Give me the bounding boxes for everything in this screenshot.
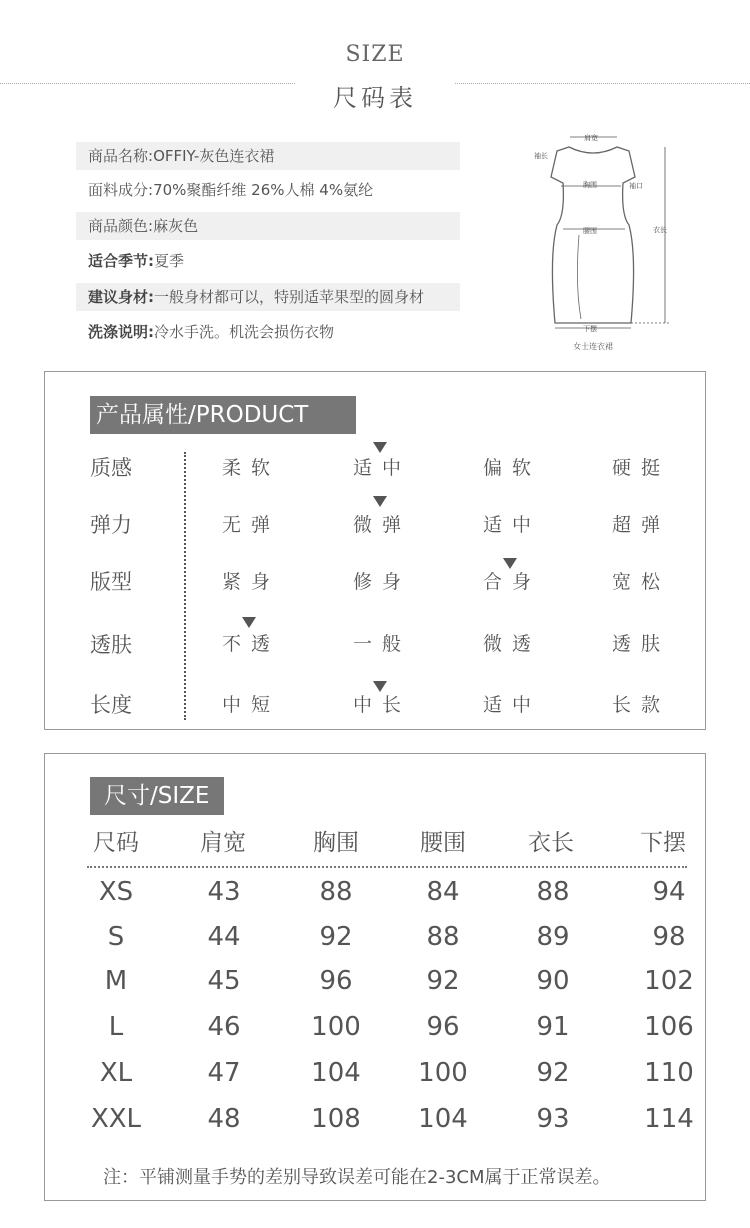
- attr-option: 一般: [353, 633, 412, 655]
- info-key: 商品名称:: [88, 147, 154, 165]
- attr-option: 宽松: [612, 571, 671, 593]
- info-key: 适合季节:: [88, 252, 154, 270]
- info-key: 洗涤说明:: [88, 323, 154, 341]
- size-header-cell: 衣长: [528, 830, 574, 856]
- attr-option: 适中: [483, 514, 542, 536]
- size-table-cell: 46: [207, 1012, 241, 1042]
- info-row-fabric: [76, 176, 460, 204]
- size-table-cell: 93: [536, 1104, 570, 1134]
- size-table-cell: 104: [311, 1058, 361, 1088]
- attr-option: 长款: [612, 694, 671, 716]
- size-note: 注：平铺测量手势的差别导致误差可能在2-3CM属于正常误差。: [103, 1167, 611, 1188]
- info-value: 冷水手洗。机洗会损伤衣物: [154, 323, 335, 341]
- size-table-cell: 104: [418, 1104, 468, 1134]
- size-table-cell: L: [108, 1012, 124, 1042]
- size-header-cell: 胸围: [313, 830, 359, 856]
- attr-option: 紧身: [222, 571, 281, 593]
- size-table-cell: 92: [536, 1058, 570, 1088]
- info-row-wash: [76, 318, 460, 346]
- size-table-cell: 100: [311, 1012, 361, 1042]
- diagram-caption: 女士连衣裙: [573, 342, 613, 351]
- product-attributes-box: [44, 371, 706, 730]
- size-table-cell: 98: [652, 922, 686, 952]
- size-table-cell: 100: [418, 1058, 468, 1088]
- info-value: 麻灰色: [153, 217, 199, 235]
- info-row-color: [76, 212, 460, 240]
- size-table-cell: 47: [207, 1058, 241, 1088]
- size-header-cell: 肩宽: [200, 830, 246, 856]
- diagram-label-shoulder: 肩宽: [584, 134, 598, 142]
- size-table-cell: 96: [319, 966, 353, 996]
- size-table-cell: M: [104, 966, 128, 996]
- title-en: SIZE: [345, 42, 405, 67]
- product-section-title: 产品属性/PRODUCT: [90, 396, 356, 434]
- size-table-cell: 43: [207, 877, 241, 907]
- attr-label-length: 长度: [90, 693, 132, 717]
- attr-option: 中长: [353, 694, 412, 716]
- attr-option: 中短: [222, 694, 281, 716]
- size-table-cell: 88: [319, 877, 353, 907]
- size-table-cell: XL: [99, 1058, 133, 1088]
- selected-marker-icon: [373, 442, 387, 453]
- attr-option: 适中: [483, 694, 542, 716]
- diagram-label-hem: 下摆: [583, 325, 597, 333]
- attr-label-fit: 版型: [90, 570, 132, 594]
- size-table-cell: 108: [311, 1104, 361, 1134]
- info-row-figure: [76, 283, 460, 311]
- info-row-season: [76, 247, 460, 275]
- attr-option: 透肤: [612, 633, 671, 655]
- attr-option: 硬挺: [612, 457, 671, 479]
- diagram-label-length: 衣长: [653, 226, 667, 234]
- info-value: OFFIY-灰色连衣裙: [153, 147, 275, 165]
- attribute-divider: [184, 452, 186, 720]
- size-table-cell: 114: [644, 1104, 694, 1134]
- info-row-name: [76, 142, 460, 170]
- attr-option: 合身: [483, 571, 542, 593]
- size-table-cell: 48: [207, 1104, 241, 1134]
- attr-option: 修身: [353, 571, 412, 593]
- diagram-label-chest: 胸围: [583, 181, 597, 189]
- size-table-cell: S: [107, 922, 125, 952]
- size-table-cell: 88: [426, 922, 460, 952]
- attr-option: 超弹: [612, 514, 671, 536]
- size-table-cell: 106: [644, 1012, 694, 1042]
- attr-option: 不透: [222, 633, 281, 655]
- size-header-cell: 腰围: [420, 830, 466, 856]
- title-cn: 尺码表: [333, 84, 417, 112]
- selected-marker-icon: [373, 681, 387, 692]
- attr-option: 微透: [483, 633, 542, 655]
- size-header-divider: [87, 866, 687, 868]
- size-table-cell: 102: [644, 966, 694, 996]
- size-table-cell: 94: [652, 877, 686, 907]
- attr-option: 无弹: [222, 514, 281, 536]
- size-table-cell: 89: [536, 922, 570, 952]
- selected-marker-icon: [242, 617, 256, 628]
- attr-option: 偏软: [483, 457, 542, 479]
- attr-option: 柔软: [222, 457, 281, 479]
- info-value: 70%聚酯纤维 26%人棉 4%氨纶: [153, 181, 374, 199]
- size-header-cell: 尺码: [93, 830, 139, 856]
- diagram-label-sleeve: 袖长: [534, 152, 548, 160]
- attr-option: 微弹: [353, 514, 412, 536]
- diagram-label-waist: 腰围: [583, 227, 597, 235]
- size-table-cell: 90: [536, 966, 570, 996]
- size-table-cell: 91: [536, 1012, 570, 1042]
- size-table-cell: 92: [426, 966, 460, 996]
- size-table-cell: 84: [426, 877, 460, 907]
- size-table-cell: 92: [319, 922, 353, 952]
- info-key: 建议身材:: [88, 288, 154, 306]
- diagram-label-cuff: 袖口: [629, 182, 643, 190]
- size-table-cell: 44: [207, 922, 241, 952]
- size-table-cell: 110: [644, 1058, 694, 1088]
- info-value: 夏季: [154, 252, 185, 270]
- size-table-cell: 88: [536, 877, 570, 907]
- size-table-cell: 45: [207, 966, 241, 996]
- size-header-cell: 下摆: [640, 830, 686, 856]
- info-key: 商品颜色:: [88, 217, 154, 235]
- selected-marker-icon: [503, 558, 517, 569]
- size-table-box: [44, 753, 706, 1201]
- attr-label-elasticity: 弹力: [90, 513, 132, 537]
- dress-diagram: [525, 125, 685, 357]
- selected-marker-icon: [373, 496, 387, 507]
- info-key: 面料成分:: [88, 181, 154, 199]
- size-section-title: 尺寸/SIZE: [90, 777, 224, 815]
- size-table-cell: 96: [426, 1012, 460, 1042]
- size-table-cell: XXL: [90, 1104, 142, 1134]
- attr-option: 适中: [353, 457, 412, 479]
- attr-label-texture: 质感: [90, 456, 132, 480]
- size-table-cell: XS: [98, 877, 134, 907]
- attr-label-sheer: 透肤: [90, 633, 132, 657]
- info-value: 一般身材都可以，特别适苹果型的圆身材: [154, 288, 425, 306]
